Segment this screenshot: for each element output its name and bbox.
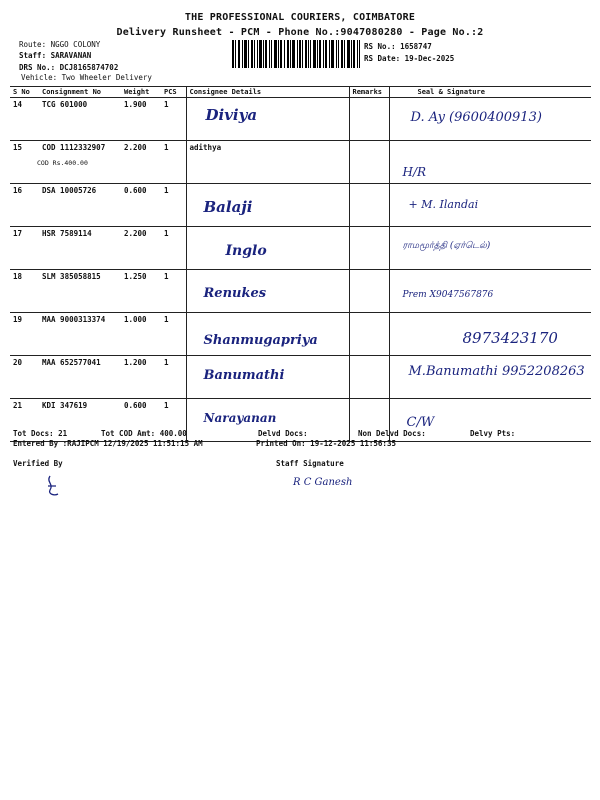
- cell-consignment: [39, 141, 121, 184]
- cell-consignment: [39, 98, 121, 141]
- route-line: [19, 40, 100, 49]
- cell-weight: [121, 356, 161, 399]
- cell-remarks: [349, 270, 389, 313]
- cell-weight: [121, 313, 161, 356]
- handwritten-consignee-name: Shanmugapriya: [203, 333, 318, 348]
- handwritten-signature: M.Banumathi 9952208263: [408, 364, 585, 379]
- vehicle-line: [21, 73, 152, 82]
- staff-line: [19, 51, 91, 60]
- delvd-docs: Delvd Docs:: [258, 429, 308, 438]
- cell-pcs-text: 1: [164, 358, 169, 367]
- handwritten-signature: D. Ay (9600400913): [410, 110, 542, 125]
- rs-date-label: RS Date:: [364, 54, 401, 63]
- cell-weight-text: 2.200: [124, 143, 147, 152]
- table-row: [10, 98, 591, 141]
- cell-pcs-text: 1: [164, 229, 169, 238]
- cell-pcs-text: 1: [164, 315, 169, 324]
- cell-weight: [121, 141, 161, 184]
- cell-seal-signature: [389, 227, 591, 270]
- cell-pcs: [161, 141, 186, 184]
- cell-consignment: [39, 270, 121, 313]
- vehicle-value: Two Wheeler Delivery: [61, 73, 152, 82]
- cell-remarks: [349, 98, 389, 141]
- cell-pcs: [161, 98, 186, 141]
- cell-weight: [121, 184, 161, 227]
- barcode-image: [232, 40, 360, 68]
- runsheet-table: [10, 86, 591, 442]
- cell-consignee: [186, 184, 349, 227]
- cod-amount-note: COD Rs.400.00: [37, 159, 88, 167]
- cell-consignment-text: KDI 347619: [42, 401, 88, 410]
- cell-remarks: [349, 313, 389, 356]
- cell-sno-text: 21: [13, 401, 23, 410]
- cell-pcs: [161, 227, 186, 270]
- cell-pcs-text: 1: [164, 100, 169, 109]
- cell-pcs-text: 1: [164, 401, 169, 410]
- cell-sno: [10, 270, 39, 313]
- col-header-seal: Seal & Signature: [389, 87, 591, 98]
- cell-weight-text: 1.900: [124, 100, 147, 109]
- cell-weight-text: 1.000: [124, 315, 147, 324]
- cell-remarks: [349, 184, 389, 227]
- rs-no-label: RS No.:: [364, 42, 396, 51]
- cell-weight-text: 0.600: [124, 401, 147, 410]
- col-header-sno: S No: [10, 87, 39, 98]
- drs-label: DRS No.:: [19, 63, 56, 72]
- table-row: [10, 270, 591, 313]
- handwritten-consignee-name: Narayanan: [203, 411, 277, 425]
- drs-value: DCJ8165874702: [59, 63, 119, 72]
- cell-consignment: [39, 227, 121, 270]
- table-row: [10, 313, 591, 356]
- cell-weight-text: 1.200: [124, 358, 147, 367]
- cell-consignee: [186, 356, 349, 399]
- cell-weight: [121, 227, 161, 270]
- cell-consignment: [39, 184, 121, 227]
- handwritten-signature: Prem X9047567876: [402, 290, 494, 300]
- col-header-weight: Weight: [121, 87, 161, 98]
- cell-consignee: [186, 270, 349, 313]
- cell-sno-text: 19: [13, 315, 23, 324]
- table-row: [10, 227, 591, 270]
- non-delvd-docs: Non Delvd Docs:: [358, 429, 426, 438]
- cell-pcs: [161, 356, 186, 399]
- handwritten-consignee-name: Diviya: [205, 106, 258, 124]
- staff-signature-label: Staff Signature: [276, 459, 344, 468]
- table-row: [10, 141, 591, 184]
- staff-signature-hand: R C Ganesh: [293, 477, 353, 488]
- cell-consignee: [186, 313, 349, 356]
- cell-consignment-text: MAA 9000313374: [42, 315, 106, 324]
- cell-consignment-text: MAA 652577041: [42, 358, 101, 367]
- cell-pcs: [161, 184, 186, 227]
- cell-weight: [121, 98, 161, 141]
- cell-sno: [10, 313, 39, 356]
- cell-pcs-text: 1: [164, 272, 169, 281]
- col-header-pcs: PCS: [161, 87, 186, 98]
- verified-by-signature: [40, 472, 70, 502]
- cell-pcs: [161, 313, 186, 356]
- handwritten-consignee-name: Inglo: [225, 243, 267, 259]
- cell-sno: [10, 98, 39, 141]
- handwritten-signature: + M. Ilandai: [408, 198, 479, 211]
- cell-consignee: [186, 141, 349, 184]
- cell-sno-text: 17: [13, 229, 23, 238]
- table-row: [10, 184, 591, 227]
- handwritten-signature: C/W: [406, 415, 435, 430]
- cell-seal-signature: [389, 184, 591, 227]
- delvy-pts: Delvy Pts:: [470, 429, 516, 438]
- handwritten-consignee-name: Banumathi: [203, 368, 285, 383]
- cell-consignment-text: SLM 385058815: [42, 272, 101, 281]
- cell-sno-text: 20: [13, 358, 23, 367]
- cell-pcs: [161, 270, 186, 313]
- staff-value: SARAVANAN: [50, 51, 92, 60]
- cell-weight: [121, 270, 161, 313]
- handwritten-signature: ராமமூர்த்தி (ஏர்டெல்): [402, 241, 491, 251]
- cell-remarks: [349, 356, 389, 399]
- cell-consignment-text: HSR 7589114: [42, 229, 92, 238]
- cell-sno-text: 14: [13, 100, 23, 109]
- verified-by-label: Verified By: [13, 459, 63, 468]
- handwritten-signature: 8973423170: [462, 329, 558, 347]
- route-label: Route:: [19, 40, 47, 49]
- handwritten-consignee-name: Renukes: [203, 286, 267, 301]
- cell-sno-text: 15: [13, 143, 23, 152]
- cell-consignment: [39, 356, 121, 399]
- cell-sno: [10, 227, 39, 270]
- tot-docs: Tot Docs: 21: [13, 429, 68, 438]
- cell-weight-text: 2.200: [124, 229, 147, 238]
- rs-date-line: [364, 54, 454, 63]
- cell-sno-text: 16: [13, 186, 23, 195]
- cell-seal-signature: [389, 313, 591, 356]
- page-subtitle: Delivery Runsheet - PCM - Phone No.:9047080280 - Page No.:2: [116, 27, 484, 38]
- cell-weight-text: 0.600: [124, 186, 147, 195]
- table-header-row: [10, 87, 591, 98]
- cell-consignment: [39, 313, 121, 356]
- cell-pcs-text: 1: [164, 186, 169, 195]
- cell-sno-text: 18: [13, 272, 23, 281]
- col-header-consignee: Consignee Details: [186, 87, 349, 98]
- cell-sno: [10, 356, 39, 399]
- col-header-consignment: Consignment No: [39, 87, 121, 98]
- cell-remarks: [349, 141, 389, 184]
- cell-consignment-text: COD 1112332907: [42, 143, 106, 152]
- entered-by: Entered By :RAJIPCM 12/19/2025 11:51:15 AM: [13, 439, 203, 448]
- cell-consignment-text: TCG 601000: [42, 100, 88, 109]
- cell-seal-signature: [389, 356, 591, 399]
- vehicle-label: Vehicle:: [21, 73, 58, 82]
- cell-sno: [10, 141, 39, 184]
- rs-no-line: [364, 42, 432, 51]
- cell-consignee-text: adithya: [189, 143, 222, 152]
- staff-label: Staff:: [19, 51, 47, 60]
- cell-seal-signature: [389, 141, 591, 184]
- cell-weight-text: 1.250: [124, 272, 147, 281]
- cell-consignee: [186, 227, 349, 270]
- cell-seal-signature: [389, 98, 591, 141]
- cell-pcs-text: 1: [164, 143, 169, 152]
- drs-line: [19, 63, 118, 72]
- rs-no-value: 1658747: [400, 42, 432, 51]
- tot-cod-amt: Tot COD Amt: 400.00: [101, 429, 187, 438]
- col-header-remarks: Remarks: [349, 87, 389, 98]
- cell-consignment-text: DSA 10005726: [42, 186, 97, 195]
- handwritten-consignee-name: Balaji: [203, 198, 253, 216]
- rs-date-value: 19-Dec-2025: [404, 54, 455, 63]
- cell-sno: [10, 184, 39, 227]
- cell-consignee: [186, 98, 349, 141]
- printed-on: Printed On: 19-12-2025 11:56:35: [256, 439, 396, 448]
- table-row: [10, 356, 591, 399]
- cell-seal-signature: [389, 270, 591, 313]
- page-title: THE PROFESSIONAL COURIERS, COIMBATORE: [184, 12, 416, 23]
- handwritten-signature: H/R: [402, 165, 427, 179]
- cell-remarks: [349, 227, 389, 270]
- route-value: NGGO COLONY: [50, 40, 101, 49]
